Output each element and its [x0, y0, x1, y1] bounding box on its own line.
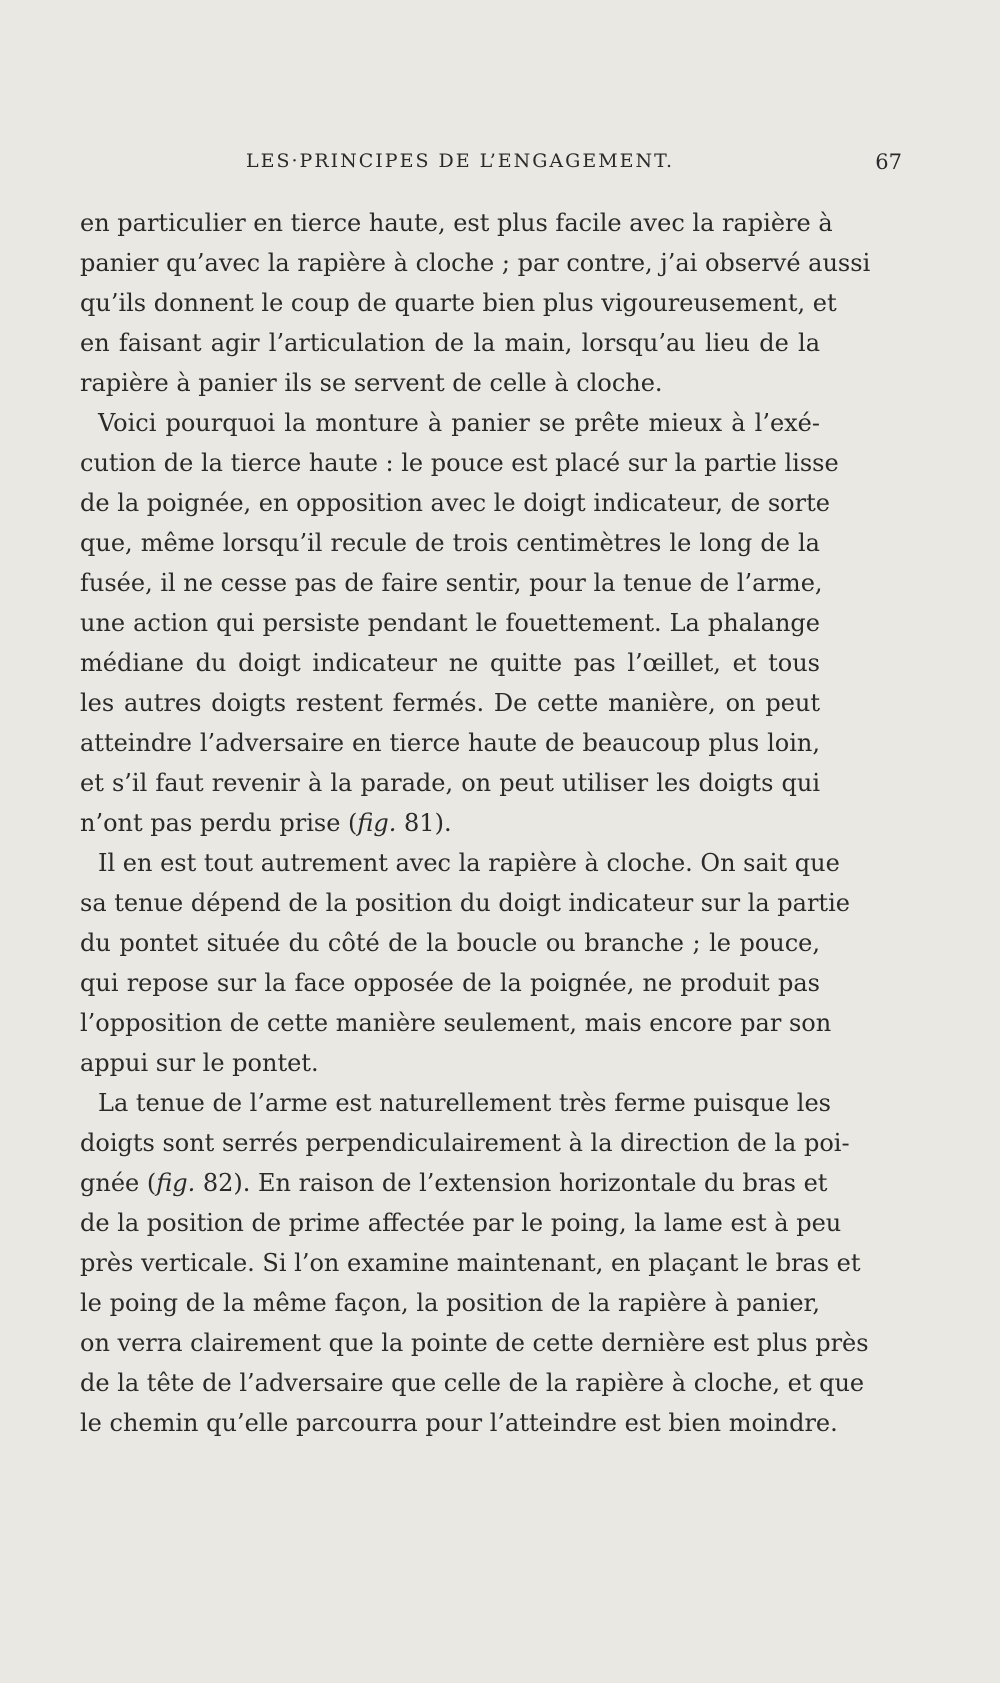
figure-reference: fig. [156, 1169, 196, 1197]
text-line: en particulier en tierce haute, est plus facile avec la rapière à [80, 209, 833, 237]
text-line: sa tenue dépend de la position du doigt indicateur sur la partie [80, 889, 850, 917]
figure-reference: fig. [357, 809, 397, 837]
text-line [80, 1163, 828, 1203]
paragraph-1 [80, 203, 871, 403]
text-line: le poing de la même façon, la position de la rapière à panier, [80, 1289, 820, 1317]
paragraph-4 [80, 1083, 869, 1443]
text-line: rapière à panier ils se servent de celle à cloche. [80, 369, 663, 397]
text-line: de la tête de l’adversaire que celle de la rapière à cloche, et que [80, 1369, 865, 1397]
text-line: les autres doigts restent fermés. De cette manière, on peut [80, 689, 820, 717]
paragraph-3 [80, 843, 850, 1083]
text-line: l’opposition de cette manière seulement, mais encore par son [80, 1009, 832, 1037]
text-segment: 81). [396, 809, 452, 837]
running-head [80, 150, 910, 180]
text-line [80, 803, 820, 843]
text-line: de la poignée, en opposition avec le doigt indicateur, de sorte [80, 489, 830, 517]
text-line: qu’ils donnent le coup de quarte bien plus vigoureusement, et [80, 289, 837, 317]
text-line: médiane du doigt indicateur ne quitte pas l’œillet, et tous [80, 649, 820, 677]
text-line: appui sur le pontet. [80, 1049, 319, 1077]
text-line: de la position de prime affectée par le poing, la lame est à peu [80, 1209, 842, 1237]
text-line: et s’il faut revenir à la parade, on peut utiliser les doigts qui [80, 769, 820, 797]
body-text [80, 203, 871, 1443]
text-segment: gnée ( [80, 1169, 157, 1197]
text-line: fusée, il ne cesse pas de faire sentir, pour la tenue de l’arme, [80, 569, 823, 597]
text-line: atteindre l’adversaire en tierce haute de beaucoup plus loin, [80, 729, 820, 757]
text-line: cution de la tierce haute : le pouce est placé sur la partie lisse [80, 449, 839, 477]
text-line: en faisant agir l’articulation de la main, lorsqu’au lieu de la [80, 329, 820, 357]
text-line: panier qu’avec la rapière à cloche ; par contre, j’ai observé aussi [80, 249, 871, 277]
text-line: La tenue de l’arme est naturellement très ferme puisque les [98, 1089, 831, 1117]
running-title: LES·PRINCIPES DE L’ENGAGEMENT. [246, 150, 675, 172]
page-number: 67 [875, 150, 902, 174]
paragraph-2 [80, 403, 839, 843]
text-line: du pontet située du côté de la boucle ou branche ; le pouce, [80, 929, 820, 957]
text-line: près verticale. Si l’on examine maintenant, en plaçant le bras et [80, 1249, 861, 1277]
text-line: que, même lorsqu’il recule de trois centimètres le long de la [80, 529, 820, 557]
text-line: Il en est tout autrement avec la rapière à cloche. On sait que [98, 849, 840, 877]
text-segment: n’ont pas perdu prise ( [80, 809, 358, 837]
text-line: on verra clairement que la pointe de cette dernière est plus près [80, 1329, 869, 1357]
text-line: doigts sont serrés perpendiculairement à la direction de la poi- [80, 1129, 850, 1157]
text-line: qui repose sur la face opposée de la poignée, ne produit pas [80, 969, 820, 997]
text-line: une action qui persiste pendant le fouettement. La phalange [80, 609, 820, 637]
text-line: Voici pourquoi la monture à panier se prête mieux à l’exé- [98, 409, 820, 437]
text-line: le chemin qu’elle parcourra pour l’atteindre est bien moindre. [80, 1409, 838, 1437]
text-segment: 82). En raison de l’extension horizontale du bras et [195, 1169, 828, 1197]
